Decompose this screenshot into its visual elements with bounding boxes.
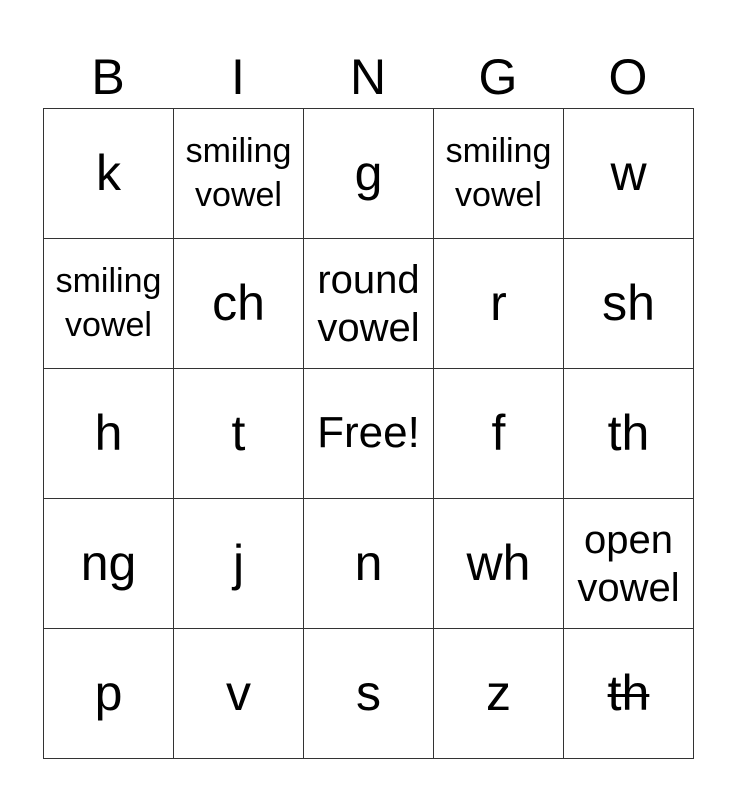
header-letter-n: N	[349, 49, 387, 105]
header-letter-o: O	[608, 49, 648, 105]
cell-label: v	[226, 665, 251, 722]
cell-label: f	[491, 405, 506, 462]
cell-label: wh	[466, 535, 531, 592]
bingo-header	[43, 42, 693, 108]
bingo-grid	[43, 108, 694, 759]
bingo-cell[interactable]	[174, 109, 304, 239]
header-letter-i: I	[231, 49, 245, 105]
bingo-cell[interactable]	[304, 239, 434, 369]
cell-label: ng	[80, 535, 137, 592]
bingo-cell[interactable]	[44, 239, 174, 369]
cell-label: Free!	[317, 408, 420, 458]
bingo-cell[interactable]	[304, 499, 434, 629]
cell-label: z	[486, 665, 511, 722]
cell-label: k	[96, 145, 121, 202]
bingo-cell[interactable]	[564, 499, 694, 629]
cell-label: smiling vowel	[185, 131, 292, 214]
bingo-cell[interactable]	[44, 369, 174, 499]
cell-label: n	[354, 535, 383, 592]
bingo-cell[interactable]	[434, 109, 564, 239]
header-letter-g: G	[478, 49, 518, 105]
cell-label: ch	[212, 275, 265, 332]
cell-label: w	[610, 145, 647, 202]
cell-label: round vowel	[317, 257, 420, 350]
cell-label-struck: th	[607, 665, 650, 722]
bingo-cell[interactable]	[304, 629, 434, 759]
bingo-cell[interactable]	[564, 109, 694, 239]
bingo-cell[interactable]	[434, 499, 564, 629]
bingo-cell[interactable]	[174, 239, 304, 369]
cell-label: th	[607, 405, 650, 462]
bingo-cell[interactable]	[44, 629, 174, 759]
bingo-cell[interactable]	[434, 239, 564, 369]
marked-cell[interactable]	[564, 629, 694, 759]
bingo-card	[43, 42, 693, 759]
cell-label: open vowel	[577, 517, 680, 610]
bingo-cell[interactable]	[564, 239, 694, 369]
bingo-cell[interactable]	[174, 499, 304, 629]
bingo-cell[interactable]	[304, 109, 434, 239]
cell-label: j	[232, 535, 245, 592]
cell-label: smiling vowel	[55, 261, 162, 344]
cell-label: h	[94, 405, 123, 462]
bingo-cell[interactable]	[174, 369, 304, 499]
cell-label: sh	[602, 275, 655, 332]
free-space-cell[interactable]	[304, 369, 434, 499]
cell-label: g	[354, 145, 383, 202]
bingo-cell[interactable]	[434, 629, 564, 759]
cell-label: smiling vowel	[445, 131, 552, 214]
cell-label: s	[356, 665, 381, 722]
bingo-cell[interactable]	[434, 369, 564, 499]
header-letter-b: B	[91, 49, 125, 105]
cell-label: p	[94, 665, 123, 722]
bingo-cell[interactable]	[174, 629, 304, 759]
bingo-cell[interactable]	[564, 369, 694, 499]
bingo-cell[interactable]	[44, 109, 174, 239]
cell-label: t	[231, 405, 246, 462]
cell-label: r	[490, 275, 507, 332]
bingo-cell[interactable]	[44, 499, 174, 629]
